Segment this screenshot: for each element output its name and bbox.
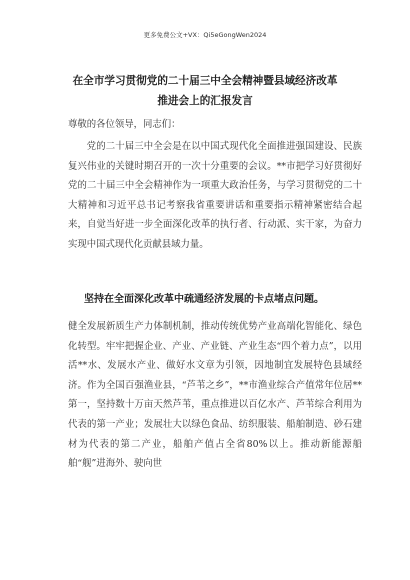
- title-line-2: 推进会上的汇报发言: [157, 95, 253, 107]
- document-title: [40, 71, 370, 111]
- salutation: 尊敬的各位领导，同志们：: [68, 119, 181, 130]
- header-note: 更多免费公文+VX：Qi5eGongWen2024: [143, 31, 267, 39]
- section-heading: 坚持在全面深化改革中疏通经济发展的卡点堵点问题。: [84, 294, 324, 305]
- paragraph-body: 健全发展新质生产力体制机制，推动传统优势产业高端化智能化、绿色化转型。牢牢把握企业、产业、产业链、产业生态“四个着力点”，以用活**水、发展水产业、做好水文章为引领，因地制宜发展特色县域经济。作为全国百强渔业县，“芦苇之乡”，**市渔业综合产值常年位居**第一，坚持数十万亩天然芦苇，重点推进以百亿水产、芦苇综合利用为代表的第一产业；发展壮大以绿色食品、纺织服装、船舶制造、砂石建材为代表的第二产业，船舶产值占全省80%以上。推动新能源船舶“舰”进海外、驶向世: [68, 321, 362, 470]
- paragraph-intro: 党的二十届三中全会是在以中国式现代化全面推进强国建设、民族复兴伟业的关键时期召开的一次十分重要的会议。**市把学习好贯彻好党的二十届三中全会精神作为一项重大政治任务，与学习贯彻党的二十大精神和习近平总书记考察我省重要讲话和重要指示精神紧密结合起来，自觉当好进一步全面深化改革的执行者、行动派、实干家，为奋力实现中国式现代化贡献县域力量。: [68, 141, 362, 250]
- title-line-1: 在全市学习贯彻党的二十届三中全会精神暨县域经济改革: [72, 75, 338, 87]
